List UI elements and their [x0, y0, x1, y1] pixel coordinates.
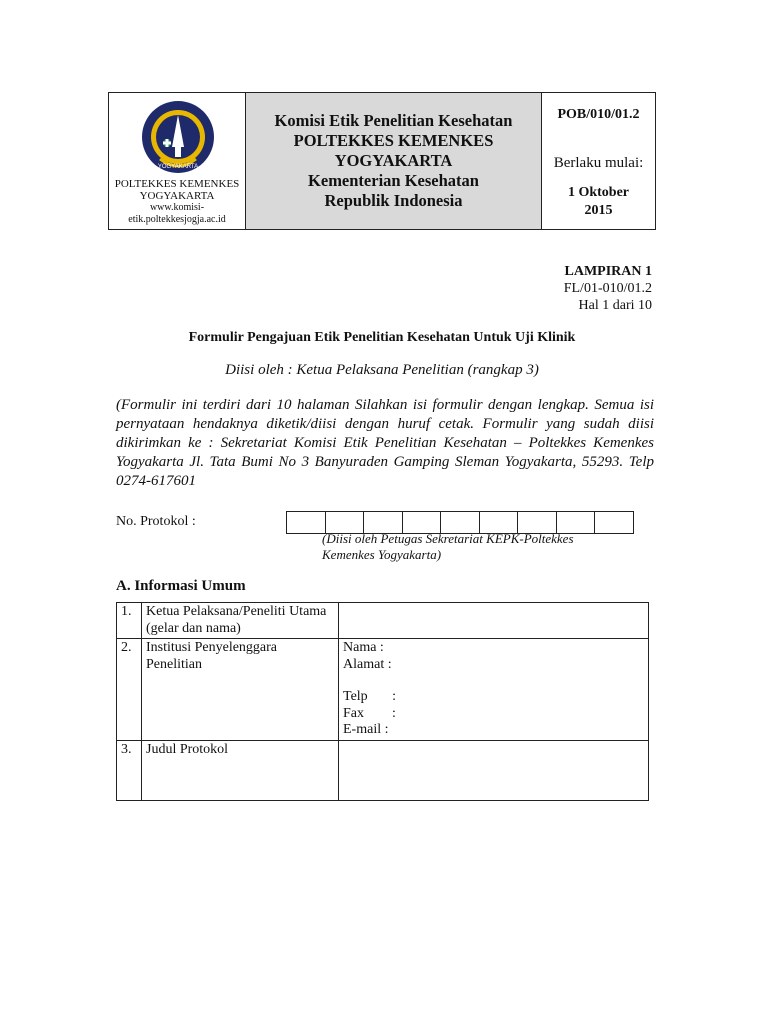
- title-line: Republik Indonesia: [324, 191, 463, 210]
- institution-name-line1: POLTEKKES KEMENKES: [114, 178, 240, 190]
- protocol-digit-box[interactable]: [364, 512, 403, 533]
- protocol-number-note: (Diisi oleh Petugas Sekretariat KEPK-Poltekkes Kemenkes Yogyakarta): [322, 531, 574, 562]
- institution-address-field: Alamat :: [343, 656, 392, 672]
- effective-date-line1: 1 Oktober: [567, 185, 630, 200]
- logo-caption: YOGYAKARTA: [157, 164, 199, 170]
- row-number: 1.: [117, 603, 142, 639]
- title-line: POLTEKKES KEMENKES: [293, 131, 494, 150]
- header-meta-cell: [542, 93, 655, 229]
- effective-label: Berlaku mulai:: [553, 155, 644, 171]
- attachment-code: FL/01-010/01.2: [563, 281, 652, 296]
- protocol-title-field[interactable]: [339, 740, 649, 800]
- section-a-heading: A. Informasi Umum: [116, 578, 246, 594]
- row-number: 3.: [117, 740, 142, 800]
- title-line: YOGYAKARTA: [334, 151, 453, 170]
- protocol-digit-box[interactable]: [441, 512, 480, 533]
- protocol-digit-box[interactable]: [480, 512, 519, 533]
- institution-phone-field: Telp :: [343, 689, 397, 704]
- protocol-digit-box[interactable]: [518, 512, 557, 533]
- document-header: [108, 92, 656, 230]
- row-label: Ketua Pelaksana/Peneliti Utama (gelar dan nama): [142, 603, 339, 639]
- row-label: Judul Protokol: [142, 740, 339, 800]
- institution-email-field: E-mail :: [343, 722, 389, 737]
- institution-name-line2: YOGYAKARTA: [139, 190, 215, 202]
- spacer: [343, 673, 644, 689]
- instructions-note: (Formulir ini terdiri dari 10 halaman Silahkan isi formulir dengan lengkap. Semua isi pernyataan hendaknya diketik/diisi dengan huruf cetak. Formulir yang sudah diisi dikirimkan ke : Sekretariat Komisi Etik Penelitian Kesehatan – Poltekkes Kemenkes Yogyakarta Jl. Tata Bumi No 3 Banyuraden Gamping Sleman Yogyakarta, 55293. Telp 0274-617601: [116, 397, 654, 489]
- table-row: [117, 740, 649, 800]
- attachment-title: LAMPIRAN 1: [564, 264, 652, 279]
- title-line: Kementerian Kesehatan: [308, 171, 479, 190]
- institution-website: [109, 202, 245, 226]
- title-line: Komisi Etik Penelitian Kesehatan: [274, 111, 513, 130]
- table-row: [117, 603, 649, 639]
- institution-fields[interactable]: [339, 639, 649, 741]
- attachment-info: [564, 263, 652, 314]
- institution-logo: [140, 99, 216, 175]
- row-label: Institusi Penyelenggara Penelitian: [142, 639, 339, 741]
- form-title: Formulir Pengajuan Etik Penelitian Kesehatan Untuk Uji Klinik: [188, 330, 576, 345]
- document-code: POB/010/01.2: [557, 107, 640, 122]
- filled-by-note: Diisi oleh : Ketua Pelaksana Penelitian (rangkap 3): [225, 362, 539, 378]
- general-info-table: [116, 602, 649, 801]
- principal-investigator-field[interactable]: [339, 603, 649, 639]
- protocol-digit-box[interactable]: [557, 512, 596, 533]
- institution-name-field: Nama :: [343, 640, 384, 655]
- protocol-digit-box[interactable]: [326, 512, 365, 533]
- website-line1: www.komisi-: [149, 202, 205, 213]
- header-logo-cell: [109, 93, 246, 229]
- attachment-page: Hal 1 dari 10: [578, 298, 652, 313]
- table-row: [117, 639, 649, 741]
- protocol-digit-box[interactable]: [595, 512, 633, 533]
- protocol-digit-box[interactable]: [287, 512, 326, 533]
- effective-date-line2: 2015: [584, 203, 613, 218]
- row-number: 2.: [117, 639, 142, 741]
- protocol-digit-box[interactable]: [403, 512, 442, 533]
- institution-name: [109, 178, 245, 202]
- header-title-cell: [246, 93, 542, 229]
- institution-fax-field: Fax :: [343, 705, 396, 721]
- effective-date: [542, 184, 655, 220]
- protocol-number-label: No. Protokol :: [116, 514, 196, 529]
- website-line2: etik.poltekkesjogja.ac.id: [128, 214, 226, 225]
